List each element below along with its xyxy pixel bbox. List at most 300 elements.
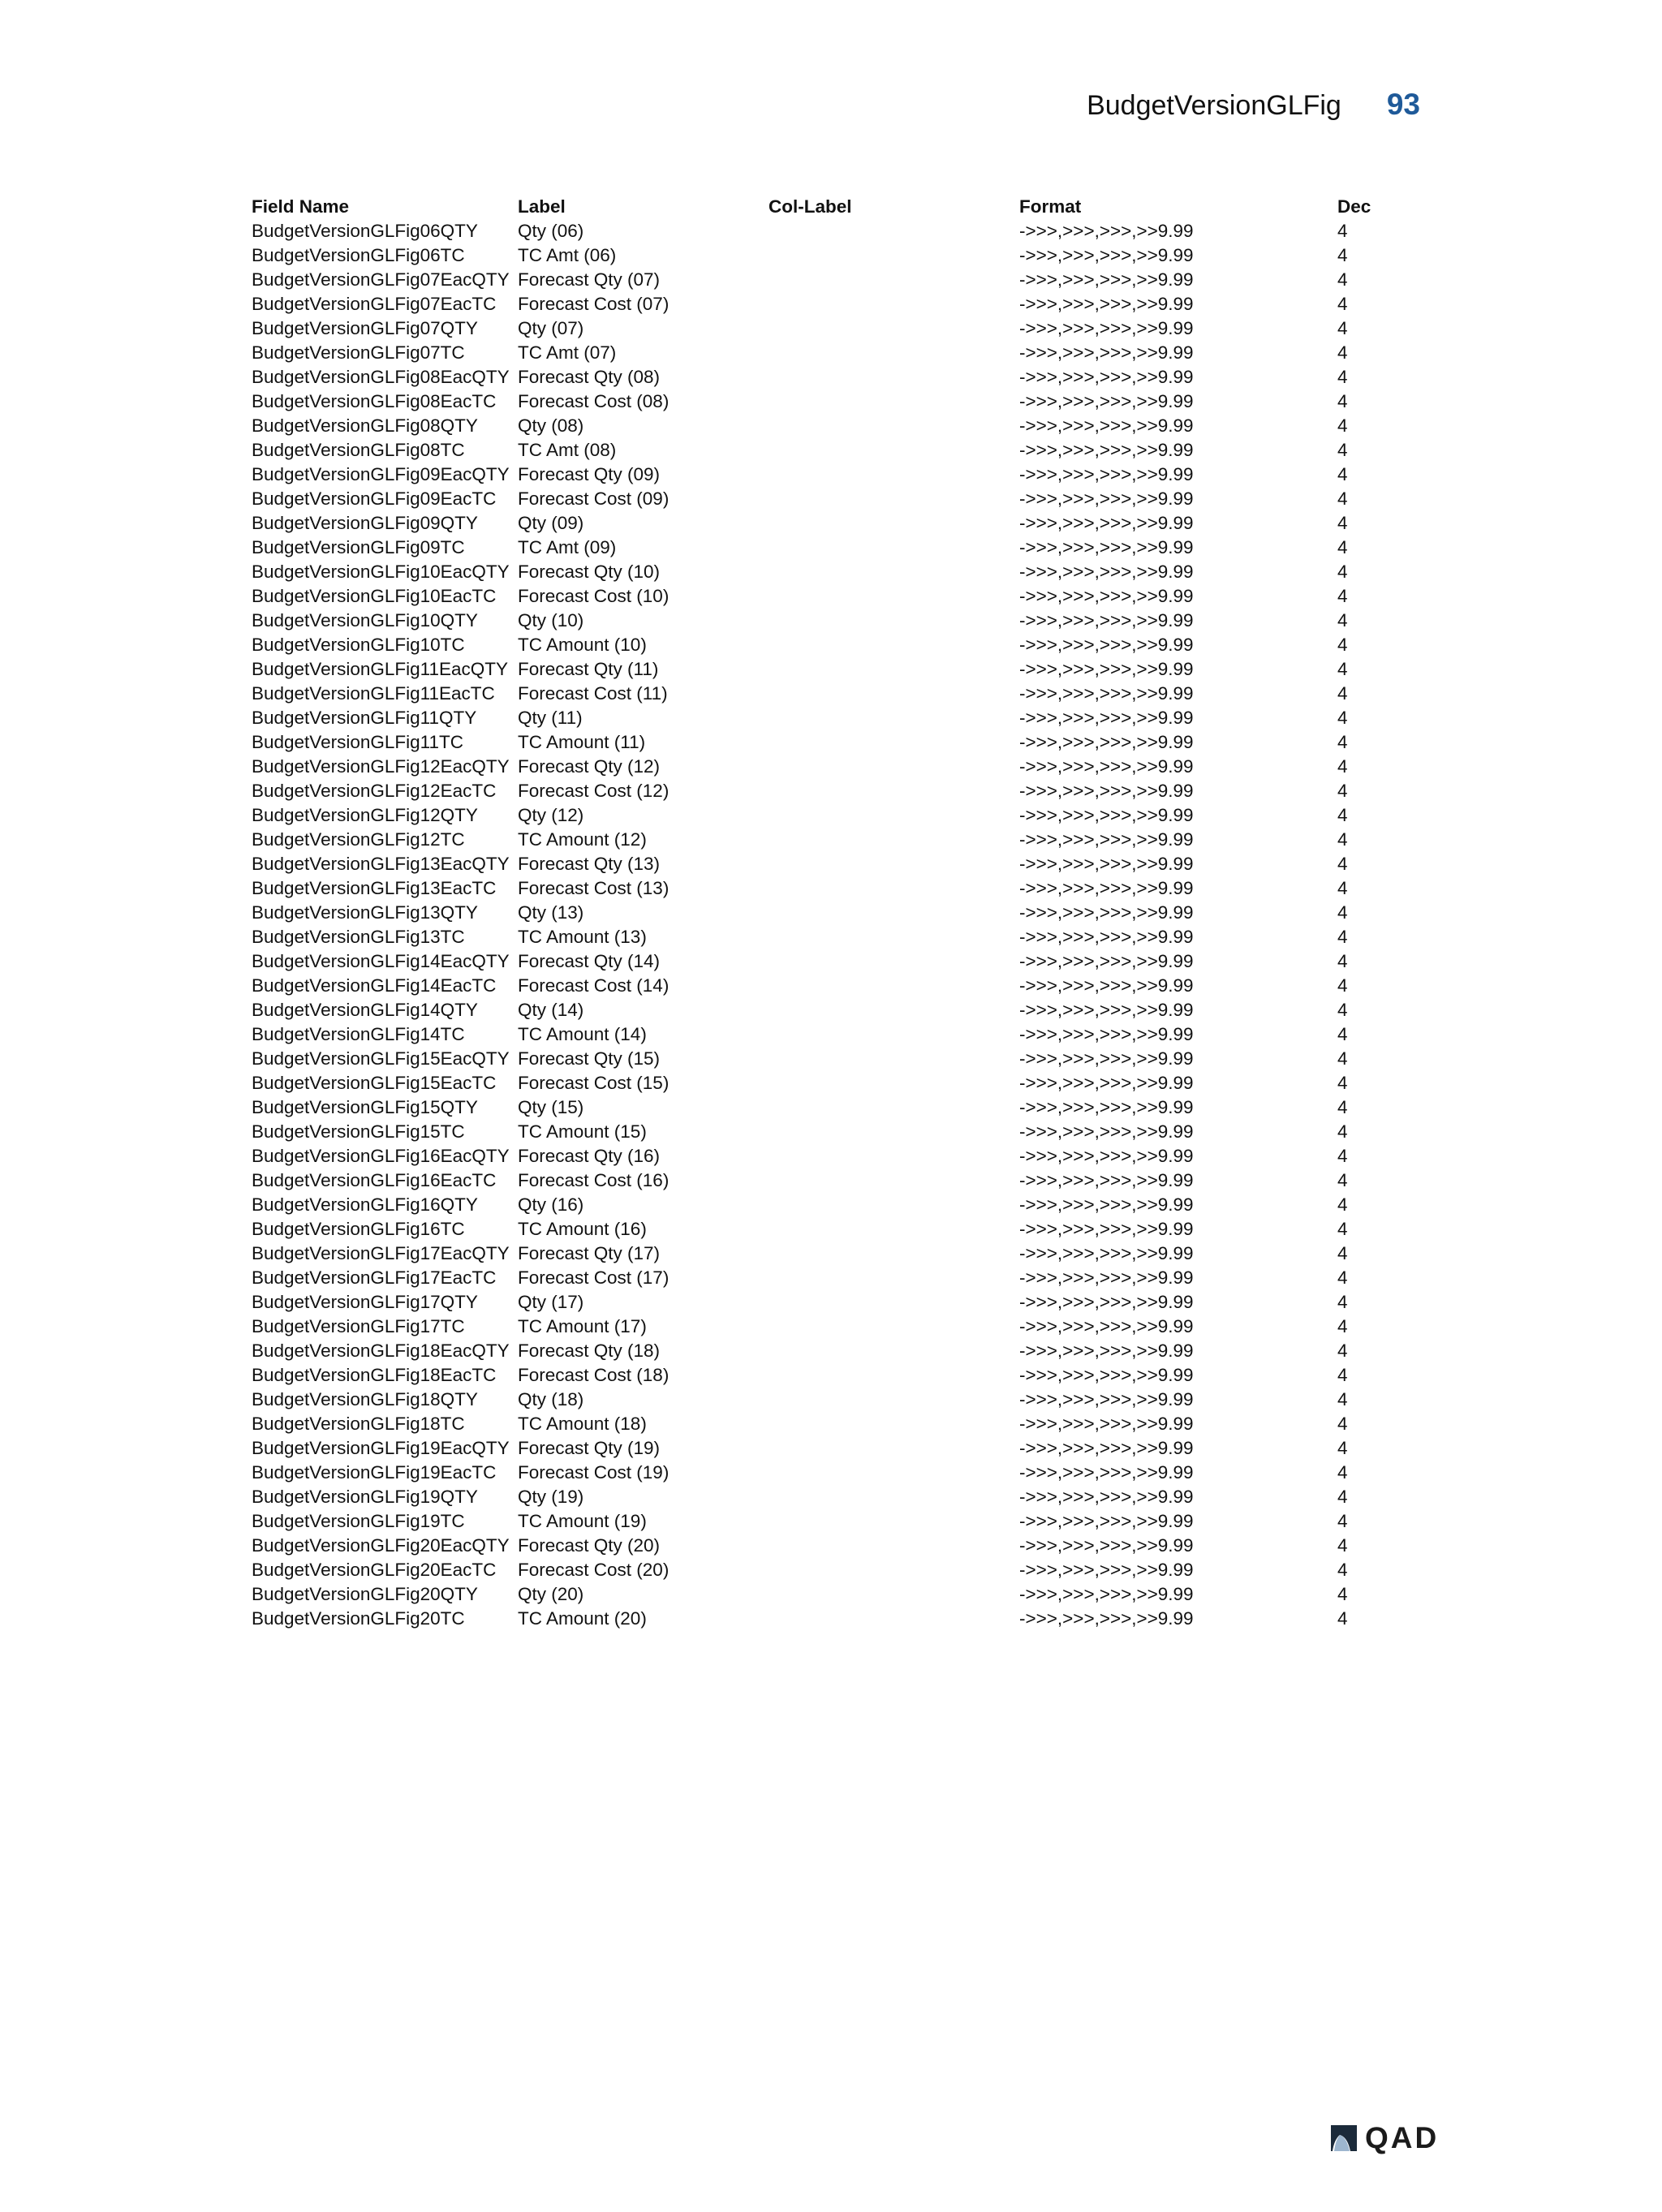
label-cell: Forecast Qty (08) [518, 367, 661, 387]
field-name-cell: BudgetVersionGLFig16TC [252, 1219, 465, 1239]
field-name-cell: BudgetVersionGLFig08QTY [252, 415, 478, 436]
dec-cell: 4 [1337, 805, 1348, 825]
table-row [252, 1315, 1402, 1340]
table-row [252, 707, 1402, 731]
field-name-cell: BudgetVersionGLFig17TC [252, 1316, 465, 1336]
dec-cell: 4 [1337, 221, 1348, 241]
table-row [252, 1388, 1402, 1413]
format-cell: ->>>,>>>,>>>,>>9.99 [1019, 440, 1194, 460]
col-label-cell [769, 1607, 1019, 1632]
format-cell: ->>>,>>>,>>>,>>9.99 [1019, 318, 1194, 338]
table-row [252, 634, 1402, 658]
dec-cell: 4 [1337, 683, 1348, 704]
col-label-cell [769, 293, 1019, 317]
format-cell: ->>>,>>>,>>>,>>9.99 [1019, 269, 1194, 290]
label-cell: Forecast Qty (14) [518, 951, 661, 971]
col-label-cell [769, 561, 1019, 585]
label-cell: Forecast Cost (09) [518, 488, 670, 509]
label-cell: Forecast Qty (13) [518, 854, 661, 874]
col-label-cell [769, 415, 1019, 439]
table-row [252, 1242, 1402, 1267]
label-cell: Forecast Qty (10) [518, 562, 661, 582]
format-cell: ->>>,>>>,>>>,>>9.99 [1019, 951, 1194, 971]
dec-cell: 4 [1337, 1194, 1348, 1215]
dec-cell: 4 [1337, 513, 1348, 533]
dec-cell: 4 [1337, 951, 1348, 971]
format-cell: ->>>,>>>,>>>,>>9.99 [1019, 1584, 1194, 1604]
col-label-cell [769, 1340, 1019, 1364]
col-label-cell [769, 1583, 1019, 1607]
format-cell: ->>>,>>>,>>>,>>9.99 [1019, 732, 1194, 752]
col-label-cell [769, 1169, 1019, 1194]
field-name-cell: BudgetVersionGLFig20EacQTY [252, 1535, 510, 1556]
label-cell: Qty (10) [518, 610, 584, 630]
field-name-cell: BudgetVersionGLFig20QTY [252, 1584, 478, 1604]
dec-cell: 4 [1337, 1024, 1348, 1044]
dec-cell: 4 [1337, 1535, 1348, 1556]
col-label-cell [769, 1559, 1019, 1583]
table-row [252, 877, 1402, 902]
col-label-cell [769, 1194, 1019, 1218]
label-cell: Forecast Cost (20) [518, 1560, 670, 1580]
dec-cell: 4 [1337, 1219, 1348, 1239]
format-cell: ->>>,>>>,>>>,>>9.99 [1019, 1194, 1194, 1215]
dec-cell: 4 [1337, 1365, 1348, 1385]
col-label-cell [769, 488, 1019, 512]
label-cell: TC Amt (06) [518, 245, 617, 265]
dec-cell: 4 [1337, 732, 1348, 752]
format-cell: ->>>,>>>,>>>,>>9.99 [1019, 1219, 1194, 1239]
table-row [252, 731, 1402, 755]
col-label-cell [769, 244, 1019, 269]
table-row [252, 293, 1402, 317]
dec-cell: 4 [1337, 1048, 1348, 1069]
dec-cell: 4 [1337, 1414, 1348, 1434]
col-label-cell [769, 1267, 1019, 1291]
table-row [252, 1096, 1402, 1121]
table-row [252, 780, 1402, 804]
col-label-cell [769, 828, 1019, 853]
label-cell: Forecast Qty (15) [518, 1048, 661, 1069]
format-cell: ->>>,>>>,>>>,>>9.99 [1019, 756, 1194, 777]
field-name-cell: BudgetVersionGLFig14EacTC [252, 975, 497, 996]
label-cell: Qty (07) [518, 318, 584, 338]
col-label-cell [769, 585, 1019, 609]
col-label-cell [769, 609, 1019, 634]
field-name-cell: BudgetVersionGLFig14TC [252, 1024, 465, 1044]
col-label-cell [769, 220, 1019, 244]
format-cell: ->>>,>>>,>>>,>>9.99 [1019, 1073, 1194, 1093]
dec-cell: 4 [1337, 367, 1348, 387]
table-row [252, 1607, 1402, 1632]
col-label-cell [769, 317, 1019, 342]
format-cell: ->>>,>>>,>>>,>>9.99 [1019, 1341, 1194, 1361]
table-row [252, 658, 1402, 682]
label-cell: Forecast Qty (11) [518, 659, 659, 679]
format-cell: ->>>,>>>,>>>,>>9.99 [1019, 1292, 1194, 1312]
col-label-cell [769, 731, 1019, 755]
field-name-cell: BudgetVersionGLFig09EacTC [252, 488, 497, 509]
field-name-cell: BudgetVersionGLFig12TC [252, 829, 465, 850]
field-name-cell: BudgetVersionGLFig07EacQTY [252, 269, 510, 290]
format-cell: ->>>,>>>,>>>,>>9.99 [1019, 221, 1194, 241]
format-cell: ->>>,>>>,>>>,>>9.99 [1019, 1146, 1194, 1166]
label-cell: Qty (11) [518, 708, 583, 728]
qad-logo [1328, 2121, 1439, 2155]
format-cell: ->>>,>>>,>>>,>>9.99 [1019, 1462, 1194, 1483]
table-row [252, 1291, 1402, 1315]
table-row [252, 1048, 1402, 1072]
label-cell: Qty (16) [518, 1194, 584, 1215]
format-cell: ->>>,>>>,>>>,>>9.99 [1019, 659, 1194, 679]
field-name-cell: BudgetVersionGLFig11EacQTY [252, 659, 509, 679]
dec-cell: 4 [1337, 659, 1348, 679]
col-label-cell [769, 1048, 1019, 1072]
label-cell: Qty (08) [518, 415, 584, 436]
column-header-col-label: Col-Label [769, 196, 852, 217]
dec-cell: 4 [1337, 1000, 1348, 1020]
col-label-cell [769, 780, 1019, 804]
label-cell: Forecast Qty (19) [518, 1438, 661, 1458]
table-row [252, 488, 1402, 512]
table-row [252, 1437, 1402, 1461]
field-name-cell: BudgetVersionGLFig19EacTC [252, 1462, 497, 1483]
table-row [252, 415, 1402, 439]
dec-cell: 4 [1337, 464, 1348, 484]
field-name-cell: BudgetVersionGLFig10EacQTY [252, 562, 510, 582]
col-label-cell [769, 950, 1019, 975]
dec-cell: 4 [1337, 1584, 1348, 1604]
label-cell: TC Amount (18) [518, 1414, 647, 1434]
format-cell: ->>>,>>>,>>>,>>9.99 [1019, 1097, 1194, 1117]
label-cell: TC Amount (14) [518, 1024, 647, 1044]
dec-cell: 4 [1337, 1560, 1348, 1580]
dec-cell: 4 [1337, 610, 1348, 630]
table-row [252, 1194, 1402, 1218]
table-body [252, 220, 1402, 1632]
dec-cell: 4 [1337, 1462, 1348, 1483]
dec-cell: 4 [1337, 1511, 1348, 1531]
col-label-cell [769, 902, 1019, 926]
dec-cell: 4 [1337, 391, 1348, 411]
column-header-dec: Dec [1337, 196, 1371, 217]
format-cell: ->>>,>>>,>>>,>>9.99 [1019, 902, 1194, 923]
col-label-cell [769, 366, 1019, 390]
format-cell: ->>>,>>>,>>>,>>9.99 [1019, 1414, 1194, 1434]
format-cell: ->>>,>>>,>>>,>>9.99 [1019, 537, 1194, 557]
col-label-cell [769, 1218, 1019, 1242]
label-cell: Forecast Cost (19) [518, 1462, 670, 1483]
col-label-cell [769, 390, 1019, 415]
table-row [252, 1583, 1402, 1607]
label-cell: Forecast Qty (16) [518, 1146, 661, 1166]
dec-cell: 4 [1337, 1487, 1348, 1507]
dec-cell: 4 [1337, 415, 1348, 436]
dec-cell: 4 [1337, 708, 1348, 728]
col-label-cell [769, 1242, 1019, 1267]
label-cell: Forecast Cost (18) [518, 1365, 670, 1385]
format-cell: ->>>,>>>,>>>,>>9.99 [1019, 927, 1194, 947]
format-cell: ->>>,>>>,>>>,>>9.99 [1019, 1267, 1194, 1288]
col-label-cell [769, 1121, 1019, 1145]
label-cell: TC Amount (19) [518, 1511, 647, 1531]
label-cell: Forecast Qty (20) [518, 1535, 661, 1556]
format-cell: ->>>,>>>,>>>,>>9.99 [1019, 1121, 1194, 1142]
field-name-cell: BudgetVersionGLFig14QTY [252, 1000, 478, 1020]
format-cell: ->>>,>>>,>>>,>>9.99 [1019, 829, 1194, 850]
dec-cell: 4 [1337, 1341, 1348, 1361]
label-cell: Qty (14) [518, 1000, 584, 1020]
format-cell: ->>>,>>>,>>>,>>9.99 [1019, 367, 1194, 387]
format-cell: ->>>,>>>,>>>,>>9.99 [1019, 878, 1194, 898]
format-cell: ->>>,>>>,>>>,>>9.99 [1019, 1170, 1194, 1190]
label-cell: Qty (06) [518, 221, 584, 241]
table-row [252, 1121, 1402, 1145]
field-name-cell: BudgetVersionGLFig16EacTC [252, 1170, 497, 1190]
label-cell: Forecast Cost (17) [518, 1267, 670, 1288]
dec-cell: 4 [1337, 635, 1348, 655]
dec-cell: 4 [1337, 1438, 1348, 1458]
dec-cell: 4 [1337, 562, 1348, 582]
label-cell: Forecast Cost (16) [518, 1170, 670, 1190]
format-cell: ->>>,>>>,>>>,>>9.99 [1019, 1511, 1194, 1531]
label-cell: Forecast Cost (12) [518, 781, 670, 801]
field-name-cell: BudgetVersionGLFig16EacQTY [252, 1146, 510, 1166]
table-row [252, 1559, 1402, 1583]
dec-cell: 4 [1337, 1146, 1348, 1166]
field-name-cell: BudgetVersionGLFig15QTY [252, 1097, 478, 1117]
dec-cell: 4 [1337, 1097, 1348, 1117]
field-name-cell: BudgetVersionGLFig18EacTC [252, 1365, 497, 1385]
label-cell: TC Amt (09) [518, 537, 617, 557]
format-cell: ->>>,>>>,>>>,>>9.99 [1019, 1000, 1194, 1020]
dec-cell: 4 [1337, 1389, 1348, 1409]
field-name-cell: BudgetVersionGLFig13QTY [252, 902, 478, 923]
dec-cell: 4 [1337, 927, 1348, 947]
col-label-cell [769, 1486, 1019, 1510]
field-table [252, 196, 1402, 1632]
label-cell: Forecast Qty (09) [518, 464, 661, 484]
column-header-label: Label [518, 196, 566, 217]
col-label-cell [769, 1315, 1019, 1340]
label-cell: TC Amount (20) [518, 1608, 647, 1629]
field-name-cell: BudgetVersionGLFig11QTY [252, 708, 477, 728]
table-row [252, 1364, 1402, 1388]
format-cell: ->>>,>>>,>>>,>>9.99 [1019, 1487, 1194, 1507]
table-row [252, 1169, 1402, 1194]
format-cell: ->>>,>>>,>>>,>>9.99 [1019, 610, 1194, 630]
table-row [252, 244, 1402, 269]
col-label-cell [769, 463, 1019, 488]
label-cell: TC Amount (16) [518, 1219, 647, 1239]
field-name-cell: BudgetVersionGLFig11EacTC [252, 683, 495, 704]
format-cell: ->>>,>>>,>>>,>>9.99 [1019, 391, 1194, 411]
page-number: 93 [1386, 88, 1420, 121]
field-name-cell: BudgetVersionGLFig08EacTC [252, 391, 497, 411]
col-label-cell [769, 439, 1019, 463]
field-name-cell: BudgetVersionGLFig13EacTC [252, 878, 497, 898]
col-label-cell [769, 853, 1019, 877]
page-header [1087, 88, 1420, 122]
col-label-cell [769, 658, 1019, 682]
table-row [252, 1145, 1402, 1169]
field-name-cell: BudgetVersionGLFig07TC [252, 342, 465, 363]
dec-cell: 4 [1337, 829, 1348, 850]
col-label-cell [769, 1145, 1019, 1169]
dec-cell: 4 [1337, 318, 1348, 338]
col-label-cell [769, 707, 1019, 731]
col-label-cell [769, 1023, 1019, 1048]
col-label-cell [769, 755, 1019, 780]
col-label-cell [769, 926, 1019, 950]
field-name-cell: BudgetVersionGLFig10QTY [252, 610, 478, 630]
col-label-cell [769, 1461, 1019, 1486]
label-cell: Forecast Cost (15) [518, 1073, 670, 1093]
label-cell: Forecast Qty (12) [518, 756, 661, 777]
label-cell: Qty (15) [518, 1097, 584, 1117]
qad-logo-text: QAD [1365, 2121, 1440, 2154]
dec-cell: 4 [1337, 1170, 1348, 1190]
qad-logo-icon [1328, 2124, 1360, 2153]
label-cell: Forecast Qty (17) [518, 1243, 661, 1263]
field-name-cell: BudgetVersionGLFig18QTY [252, 1389, 478, 1409]
dec-cell: 4 [1337, 269, 1348, 290]
col-label-cell [769, 1291, 1019, 1315]
dec-cell: 4 [1337, 902, 1348, 923]
dec-cell: 4 [1337, 1073, 1348, 1093]
label-cell: Forecast Cost (11) [518, 683, 668, 704]
label-cell: Forecast Cost (14) [518, 975, 670, 996]
label-cell: Forecast Cost (07) [518, 294, 670, 314]
col-label-cell [769, 999, 1019, 1023]
dec-cell: 4 [1337, 294, 1348, 314]
page-title: BudgetVersionGLFig [1087, 90, 1341, 121]
format-cell: ->>>,>>>,>>>,>>9.99 [1019, 513, 1194, 533]
field-name-cell: BudgetVersionGLFig15EacQTY [252, 1048, 510, 1069]
field-name-cell: BudgetVersionGLFig11TC [252, 732, 463, 752]
table-row [252, 1461, 1402, 1486]
table-row [252, 317, 1402, 342]
format-cell: ->>>,>>>,>>>,>>9.99 [1019, 708, 1194, 728]
format-cell: ->>>,>>>,>>>,>>9.99 [1019, 1560, 1194, 1580]
label-cell: TC Amt (07) [518, 342, 617, 363]
label-cell: TC Amount (10) [518, 635, 647, 655]
field-name-cell: BudgetVersionGLFig20TC [252, 1608, 465, 1629]
dec-cell: 4 [1337, 878, 1348, 898]
table-row [252, 1413, 1402, 1437]
field-name-cell: BudgetVersionGLFig10EacTC [252, 586, 497, 606]
format-cell: ->>>,>>>,>>>,>>9.99 [1019, 1024, 1194, 1044]
table-header-row [252, 196, 1402, 220]
table-row [252, 1218, 1402, 1242]
table-row [252, 682, 1402, 707]
format-cell: ->>>,>>>,>>>,>>9.99 [1019, 1048, 1194, 1069]
dec-cell: 4 [1337, 1608, 1348, 1629]
field-name-cell: BudgetVersionGLFig10TC [252, 635, 465, 655]
col-label-cell [769, 269, 1019, 293]
table-row [252, 512, 1402, 536]
field-name-cell: BudgetVersionGLFig15TC [252, 1121, 465, 1142]
field-name-cell: BudgetVersionGLFig19QTY [252, 1487, 478, 1507]
col-label-cell [769, 536, 1019, 561]
table-row [252, 1023, 1402, 1048]
table-row [252, 1486, 1402, 1510]
table-row [252, 828, 1402, 853]
col-label-cell [769, 1413, 1019, 1437]
dec-cell: 4 [1337, 1316, 1348, 1336]
format-cell: ->>>,>>>,>>>,>>9.99 [1019, 415, 1194, 436]
label-cell: TC Amount (17) [518, 1316, 647, 1336]
col-label-cell [769, 682, 1019, 707]
label-cell: TC Amount (12) [518, 829, 647, 850]
field-name-cell: BudgetVersionGLFig08EacQTY [252, 367, 510, 387]
field-name-cell: BudgetVersionGLFig16QTY [252, 1194, 478, 1215]
field-name-cell: BudgetVersionGLFig06QTY [252, 221, 478, 241]
format-cell: ->>>,>>>,>>>,>>9.99 [1019, 975, 1194, 996]
field-name-cell: BudgetVersionGLFig13EacQTY [252, 854, 510, 874]
dec-cell: 4 [1337, 781, 1348, 801]
field-name-cell: BudgetVersionGLFig15EacTC [252, 1073, 497, 1093]
column-header-field-name: Field Name [252, 196, 350, 217]
column-header-format: Format [1019, 196, 1082, 217]
label-cell: Forecast Cost (10) [518, 586, 670, 606]
dec-cell: 4 [1337, 756, 1348, 777]
table-row [252, 585, 1402, 609]
dec-cell: 4 [1337, 1267, 1348, 1288]
dec-cell: 4 [1337, 342, 1348, 363]
dec-cell: 4 [1337, 245, 1348, 265]
table-row [252, 1534, 1402, 1559]
col-label-cell [769, 804, 1019, 828]
format-cell: ->>>,>>>,>>>,>>9.99 [1019, 1389, 1194, 1409]
label-cell: Qty (12) [518, 805, 584, 825]
field-name-cell: BudgetVersionGLFig18TC [252, 1414, 465, 1434]
label-cell: Qty (20) [518, 1584, 584, 1604]
format-cell: ->>>,>>>,>>>,>>9.99 [1019, 1316, 1194, 1336]
table-row [252, 1510, 1402, 1534]
table-row [252, 366, 1402, 390]
label-cell: Forecast Qty (07) [518, 269, 661, 290]
table-row [252, 561, 1402, 585]
table-row [252, 1340, 1402, 1364]
table-row [252, 220, 1402, 244]
label-cell: Qty (18) [518, 1389, 584, 1409]
field-name-cell: BudgetVersionGLFig14EacQTY [252, 951, 510, 971]
dec-cell: 4 [1337, 975, 1348, 996]
dec-cell: 4 [1337, 1243, 1348, 1263]
format-cell: ->>>,>>>,>>>,>>9.99 [1019, 294, 1194, 314]
dec-cell: 4 [1337, 586, 1348, 606]
field-name-cell: BudgetVersionGLFig07QTY [252, 318, 478, 338]
format-cell: ->>>,>>>,>>>,>>9.99 [1019, 562, 1194, 582]
dec-cell: 4 [1337, 488, 1348, 509]
dec-cell: 4 [1337, 1121, 1348, 1142]
label-cell: Forecast Qty (18) [518, 1341, 661, 1361]
format-cell: ->>>,>>>,>>>,>>9.99 [1019, 854, 1194, 874]
field-name-cell: BudgetVersionGLFig19TC [252, 1511, 465, 1531]
format-cell: ->>>,>>>,>>>,>>9.99 [1019, 805, 1194, 825]
field-name-cell: BudgetVersionGLFig12QTY [252, 805, 478, 825]
format-cell: ->>>,>>>,>>>,>>9.99 [1019, 781, 1194, 801]
table-row [252, 463, 1402, 488]
table-row [252, 1267, 1402, 1291]
col-label-cell [769, 1072, 1019, 1096]
format-cell: ->>>,>>>,>>>,>>9.99 [1019, 1365, 1194, 1385]
format-cell: ->>>,>>>,>>>,>>9.99 [1019, 586, 1194, 606]
table-row [252, 975, 1402, 999]
format-cell: ->>>,>>>,>>>,>>9.99 [1019, 683, 1194, 704]
field-name-cell: BudgetVersionGLFig07EacTC [252, 294, 497, 314]
